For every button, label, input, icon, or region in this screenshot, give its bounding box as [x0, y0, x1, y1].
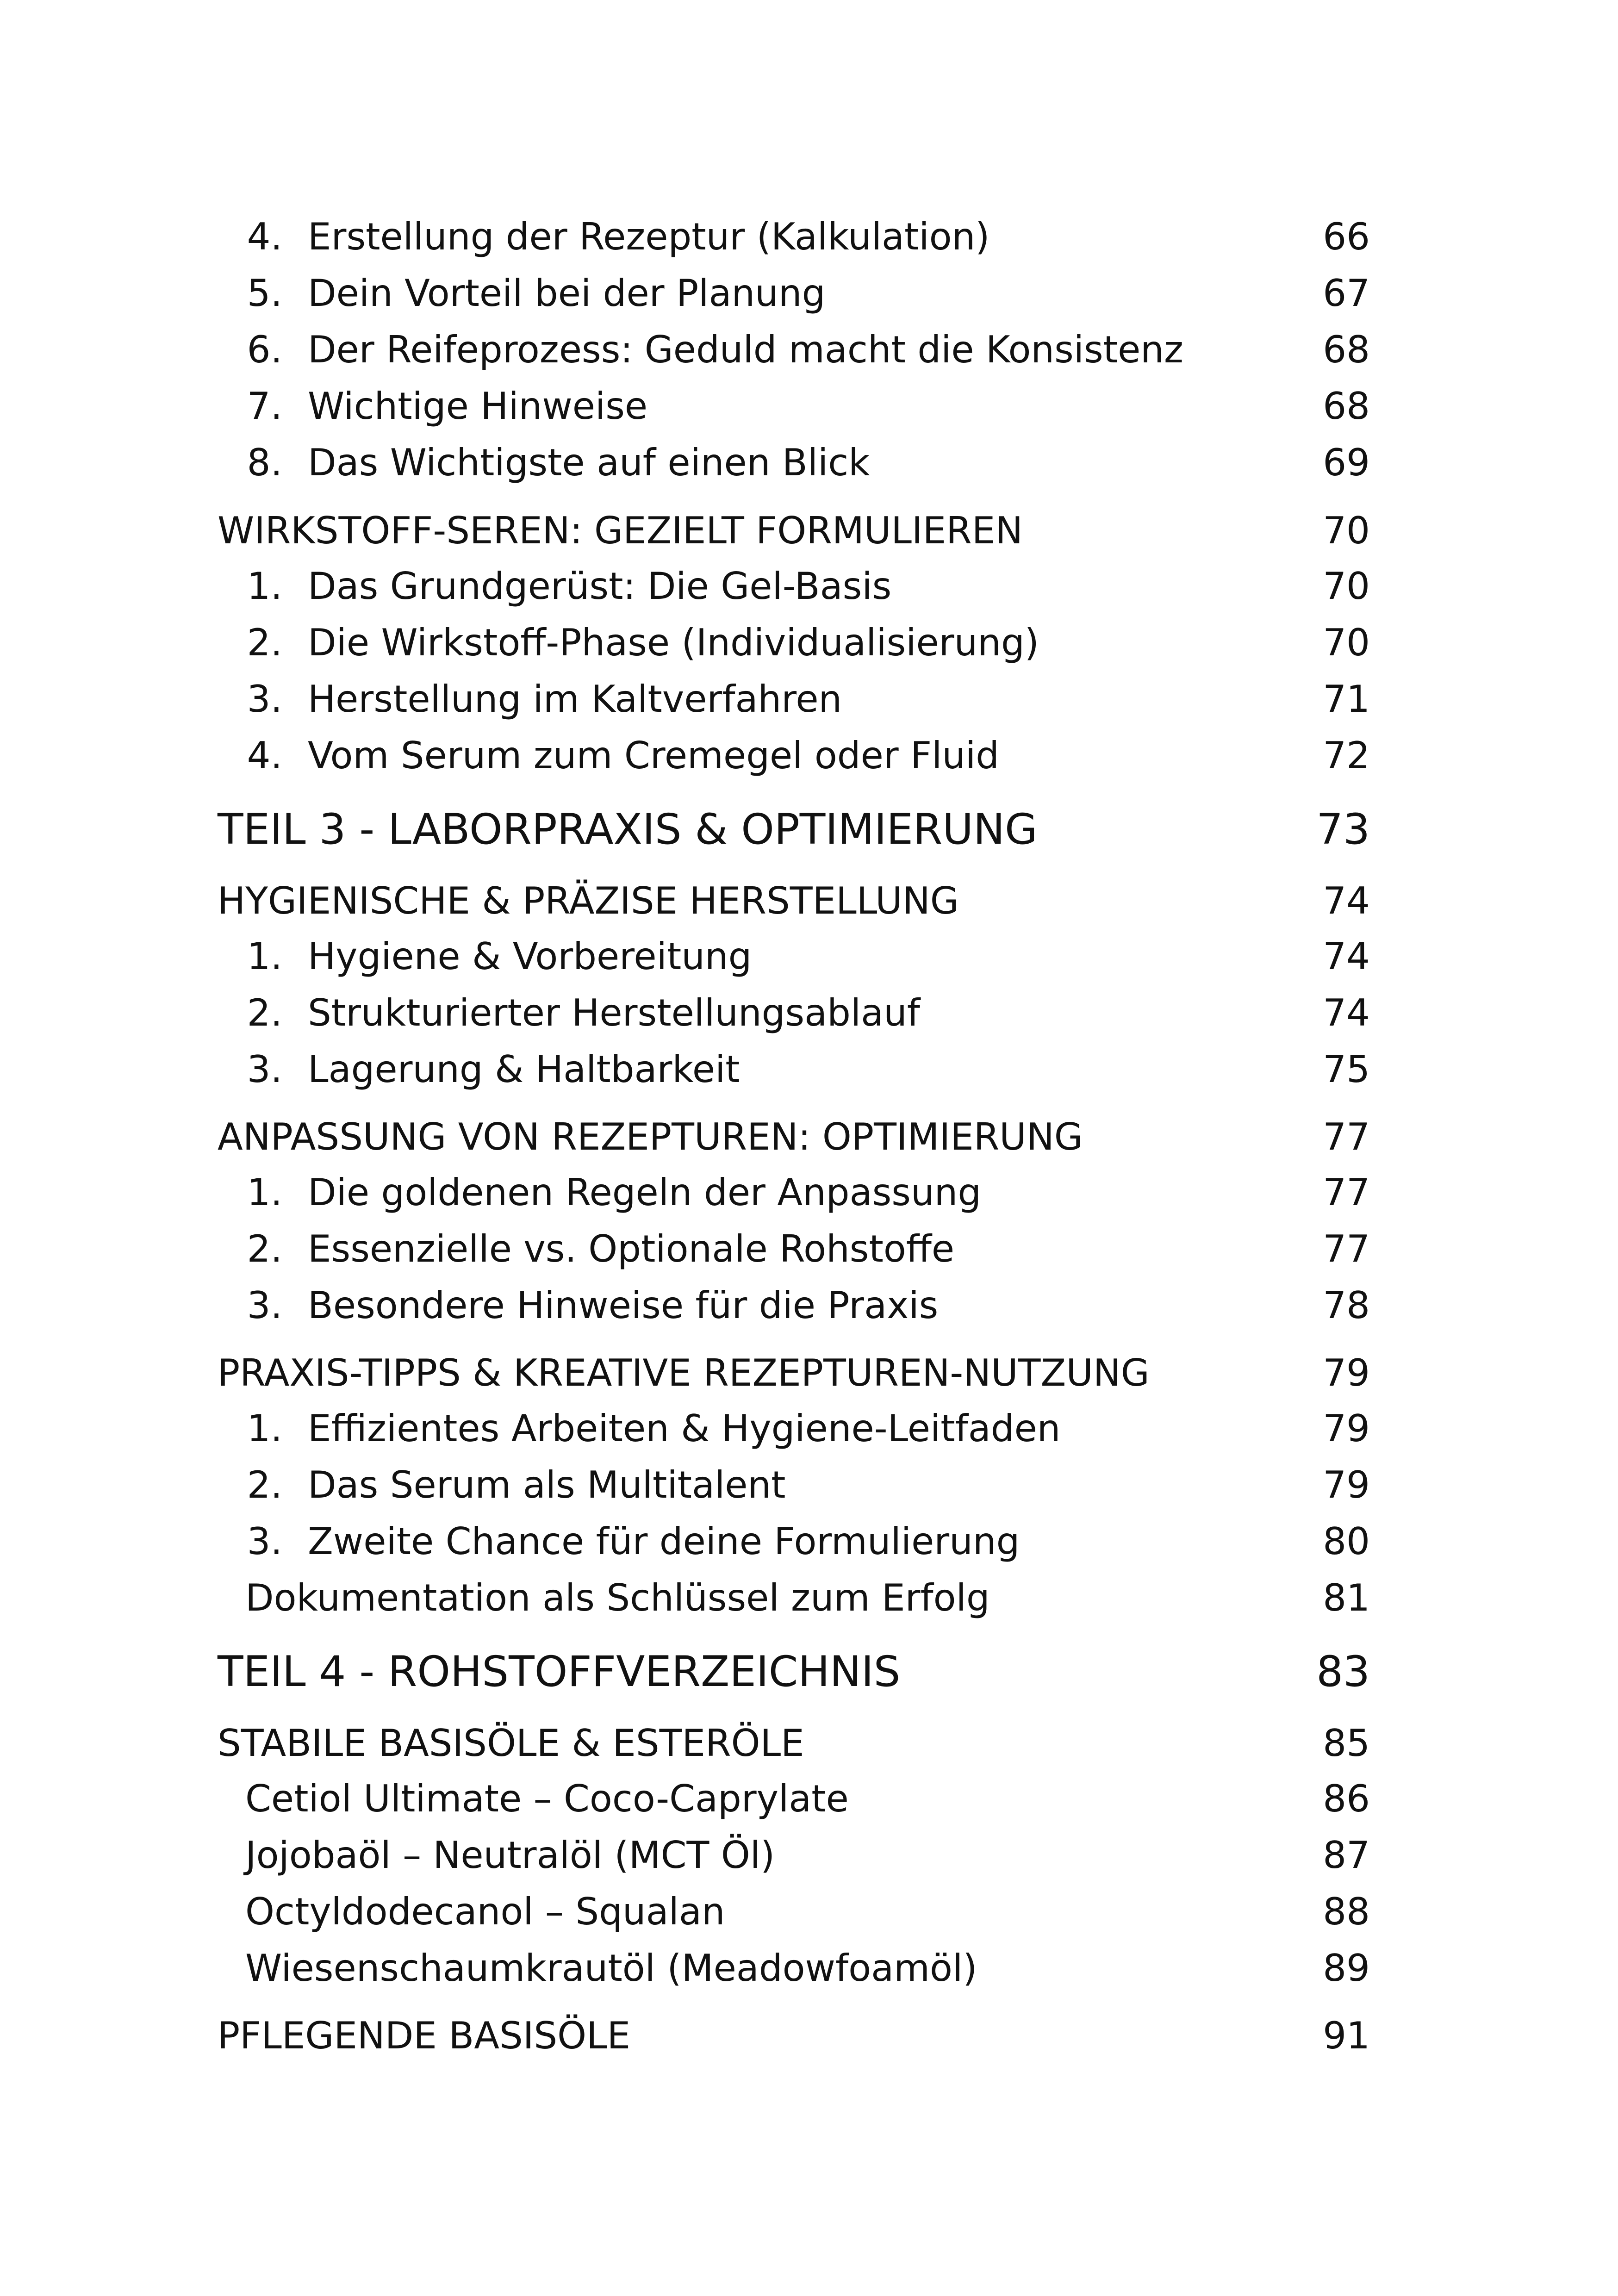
toc-item-page: 69 [1323, 441, 1370, 484]
toc-section-title: HYGIENISCHE & PRÄZISE HERSTELLUNG [218, 879, 959, 922]
toc-item [218, 991, 1370, 1034]
toc-item [218, 1520, 1370, 1563]
toc-item-title: Der Reifeprozess: Geduld macht die Konsistenz [308, 328, 1183, 371]
toc-item [218, 215, 1370, 258]
toc-item-number: 8. [247, 441, 282, 484]
toc-item-page: 77 [1323, 1171, 1370, 1214]
toc-item-number: 3. [247, 1520, 282, 1563]
toc-item-page: 80 [1323, 1520, 1370, 1563]
toc-entry [218, 1777, 1370, 1820]
toc-item-page: 68 [1323, 385, 1370, 428]
toc-section-page: 70 [1323, 509, 1370, 552]
toc-item-title: Zweite Chance für deine Formulierung [308, 1520, 1020, 1563]
toc-entry [218, 1834, 1370, 1877]
toc-item-number: 1. [247, 935, 282, 978]
toc-entry-title: Cetiol Ultimate – Coco-Caprylate [245, 1777, 849, 1820]
toc-item-number: 4. [247, 734, 282, 777]
toc-section-heading [218, 2014, 1370, 2057]
toc-part-title: TEIL 4 - ROHSTOFFVERZEICHNIS [218, 1648, 901, 1696]
toc-entry-page: 87 [1323, 1834, 1370, 1877]
toc-item [218, 328, 1370, 371]
toc-item [218, 1407, 1370, 1450]
toc-item-page: 67 [1323, 272, 1370, 315]
toc-section-title: ANPASSUNG VON REZEPTUREN: OPTIMIERUNG [218, 1115, 1083, 1158]
toc-section-page: 74 [1323, 879, 1370, 922]
toc-item [218, 734, 1370, 777]
toc-item-page: 77 [1323, 1227, 1370, 1270]
toc-item-number: 3. [247, 1284, 282, 1327]
toc-item-number: 1. [247, 1407, 282, 1450]
toc-entry [218, 1576, 1370, 1619]
toc-item [218, 1284, 1370, 1327]
toc-section-title: PFLEGENDE BASISÖLE [218, 2014, 631, 2057]
toc-section-page: 77 [1323, 1115, 1370, 1158]
toc-item [218, 1227, 1370, 1270]
table-of-contents [218, 0, 1370, 2296]
toc-item-page: 79 [1323, 1407, 1370, 1450]
toc-item-page: 68 [1323, 328, 1370, 371]
toc-entry-title: Jojobaöl – Neutralöl (MCT Öl) [245, 1834, 775, 1877]
toc-item [218, 1171, 1370, 1214]
toc-item-title: Wichtige Hinweise [308, 385, 648, 428]
toc-item-page: 79 [1323, 1463, 1370, 1506]
toc-item-page: 72 [1323, 734, 1370, 777]
toc-item [218, 385, 1370, 428]
toc-entry-page: 86 [1323, 1777, 1370, 1820]
toc-entry-page: 89 [1323, 1947, 1370, 1990]
toc-item-title: Lagerung & Haltbarkeit [308, 1048, 740, 1091]
toc-item-title: Die goldenen Regeln der Anpassung [308, 1171, 982, 1214]
toc-item-number: 6. [247, 328, 282, 371]
toc-item [218, 1463, 1370, 1506]
toc-item-page: 71 [1323, 678, 1370, 721]
toc-part-page: 73 [1316, 805, 1370, 854]
toc-item-page: 70 [1323, 621, 1370, 664]
toc-item-title: Herstellung im Kaltverfahren [308, 678, 842, 721]
toc-item [218, 272, 1370, 315]
toc-item-number: 7. [247, 385, 282, 428]
toc-item-page: 74 [1323, 991, 1370, 1034]
toc-item-number: 2. [247, 621, 282, 664]
toc-item-number: 2. [247, 1463, 282, 1506]
toc-item-title: Effizientes Arbeiten & Hygiene-Leitfaden [308, 1407, 1061, 1450]
toc-item [218, 565, 1370, 608]
toc-entry [218, 1890, 1370, 1933]
toc-item-page: 78 [1323, 1284, 1370, 1327]
toc-item-title: Besondere Hinweise für die Praxis [308, 1284, 939, 1327]
toc-item [218, 678, 1370, 721]
toc-entry-title: Wiesenschaumkrautöl (Meadowfoamöl) [245, 1947, 977, 1990]
toc-item-title: Erstellung der Rezeptur (Kalkulation) [308, 215, 990, 258]
toc-item [218, 1048, 1370, 1091]
toc-section-title: PRAXIS-TIPPS & KREATIVE REZEPTUREN-NUTZUNG [218, 1351, 1150, 1394]
toc-section-page: 91 [1323, 2014, 1370, 2057]
toc-section-page: 85 [1323, 1722, 1370, 1765]
toc-item-title: Strukturierter Herstellungsablauf [308, 991, 921, 1034]
toc-item-title: Essenzielle vs. Optionale Rohstoffe [308, 1227, 955, 1270]
toc-item-title: Das Grundgerüst: Die Gel-Basis [308, 565, 892, 608]
toc-section-title: WIRKSTOFF-SEREN: GEZIELT FORMULIEREN [218, 509, 1023, 552]
toc-section-heading [218, 1351, 1370, 1394]
toc-item-title: Dein Vorteil bei der Planung [308, 272, 826, 315]
toc-item-title: Hygiene & Vorbereitung [308, 935, 752, 978]
toc-part-heading [218, 1648, 1370, 1696]
toc-entry-title: Dokumentation als Schlüssel zum Erfolg [245, 1576, 990, 1619]
toc-item-title: Das Wichtigste auf einen Blick [308, 441, 870, 484]
toc-section-title: STABILE BASISÖLE & ESTERÖLE [218, 1722, 804, 1765]
toc-entry-page: 88 [1323, 1890, 1370, 1933]
toc-section-heading [218, 879, 1370, 922]
toc-entry-page: 81 [1323, 1576, 1370, 1619]
toc-item-number: 3. [247, 678, 282, 721]
toc-item-page: 75 [1323, 1048, 1370, 1091]
toc-entry [218, 1947, 1370, 1990]
toc-item-number: 4. [247, 215, 282, 258]
toc-item-page: 70 [1323, 565, 1370, 608]
toc-item-title: Die Wirkstoff-Phase (Individualisierung) [308, 621, 1039, 664]
toc-entry-title: Octyldodecanol – Squalan [245, 1890, 725, 1933]
toc-item-page: 74 [1323, 935, 1370, 978]
toc-section-heading [218, 1722, 1370, 1765]
toc-part-page: 83 [1316, 1648, 1370, 1696]
toc-item-title: Vom Serum zum Cremegel oder Fluid [308, 734, 1000, 777]
toc-item-page: 66 [1323, 215, 1370, 258]
toc-item-number: 3. [247, 1048, 282, 1091]
toc-part-title: TEIL 3 - LABORPRAXIS & OPTIMIERUNG [218, 805, 1038, 854]
toc-item [218, 621, 1370, 664]
toc-item-number: 2. [247, 991, 282, 1034]
toc-section-heading [218, 1115, 1370, 1158]
toc-part-heading [218, 805, 1370, 854]
toc-item-title: Das Serum als Multitalent [308, 1463, 786, 1506]
toc-item-number: 1. [247, 565, 282, 608]
toc-item-number: 5. [247, 272, 282, 315]
toc-item-number: 2. [247, 1227, 282, 1270]
toc-section-heading [218, 509, 1370, 552]
toc-item-number: 1. [247, 1171, 282, 1214]
toc-item [218, 935, 1370, 978]
toc-section-page: 79 [1323, 1351, 1370, 1394]
toc-item [218, 441, 1370, 484]
